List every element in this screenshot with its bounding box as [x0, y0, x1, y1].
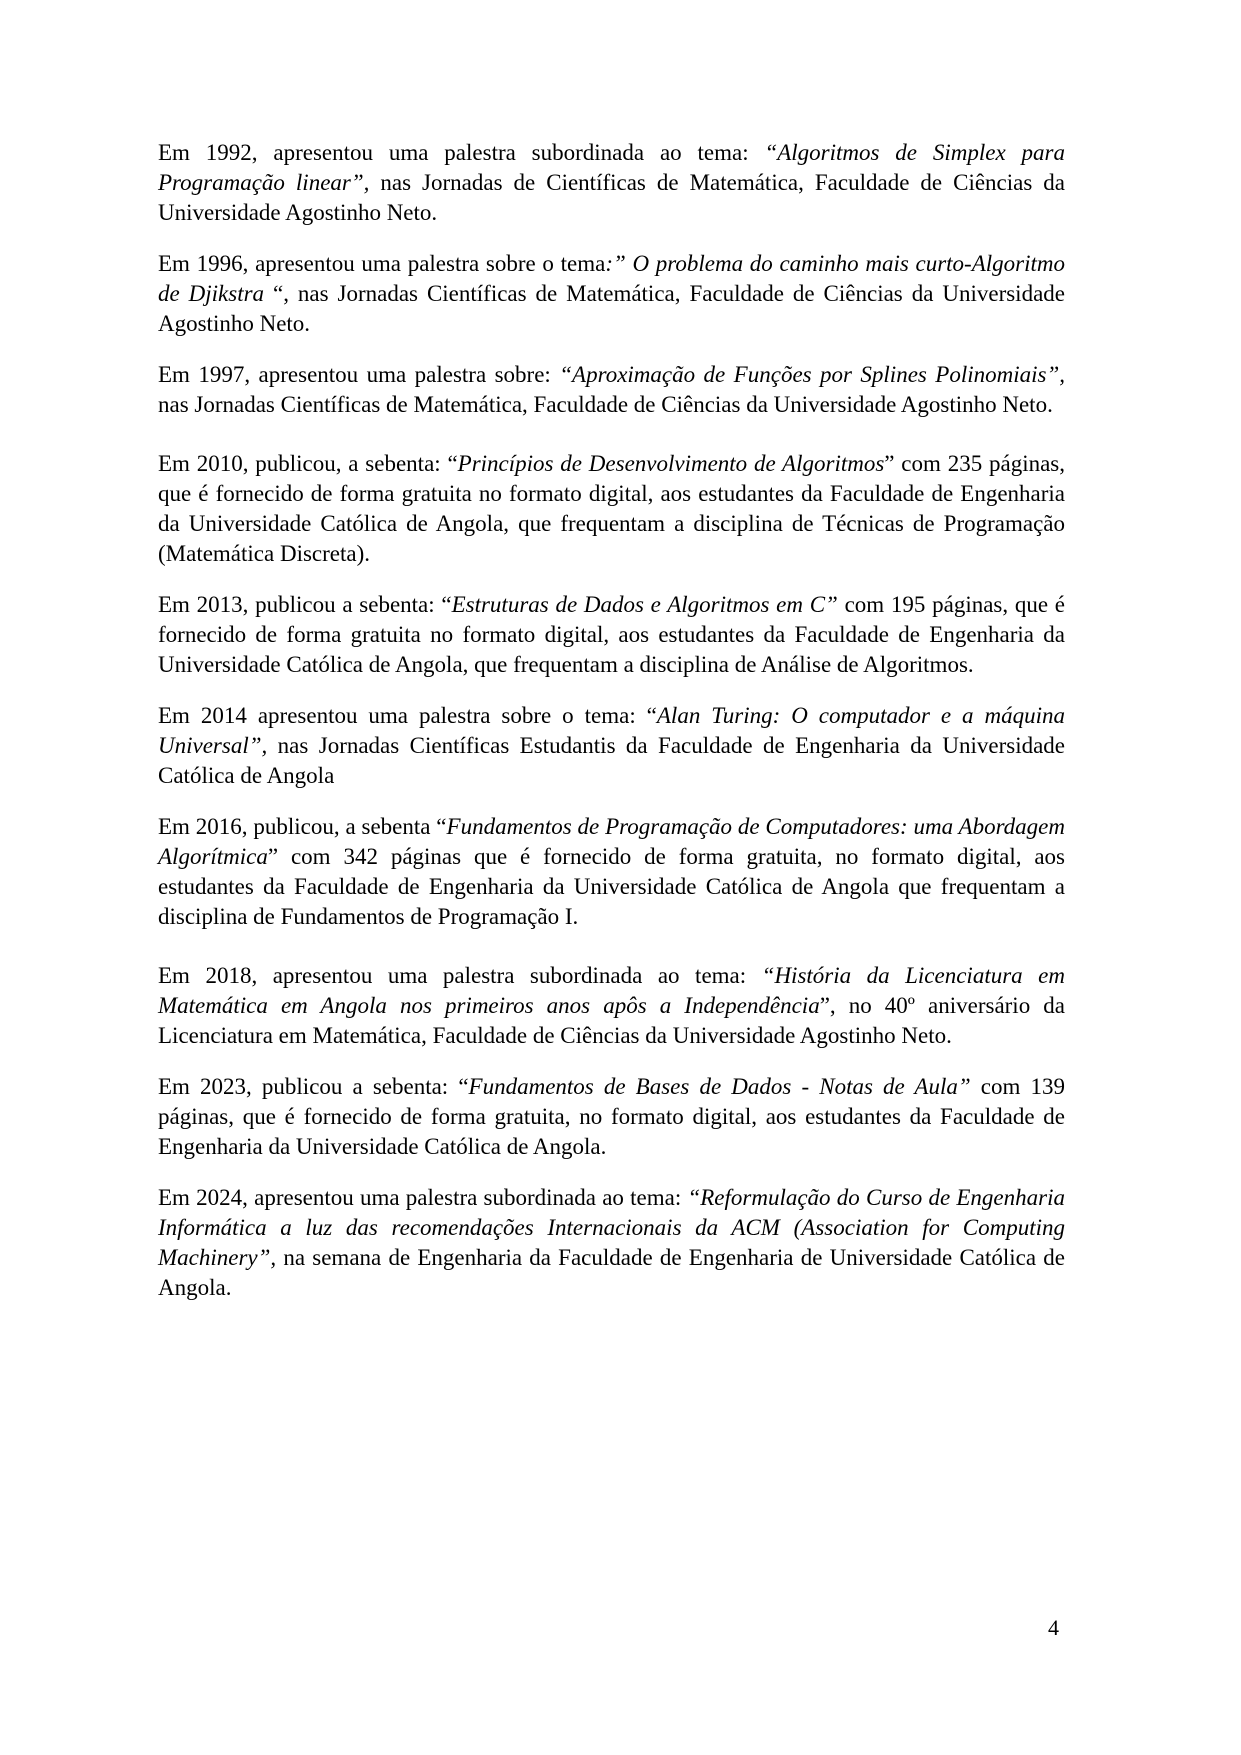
text-run: “, nas Jornadas Científicas de Matemática, Faculdade de Ciências da Universidade Agostinho Neto.: [158, 281, 1065, 336]
text-run: Em 2023, publicou a sebenta: “: [158, 1074, 469, 1099]
paragraph: [158, 812, 1065, 932]
italic-run: “História da Licenciatura em Matemática em Angola nos primeiros anos apôs a Independência: [158, 963, 1065, 1018]
text-run: Em 1997, apresentou uma palestra sobre:: [158, 362, 560, 387]
page-number: 4: [1048, 1615, 1059, 1640]
italic-run: Alan Turing: O computador e a máquina Universal”,: [158, 703, 1065, 758]
paragraph: [158, 360, 1065, 420]
text-run: Em 2024, apresentou uma palestra subordinada ao tema:: [158, 1185, 688, 1210]
text-run: com 139 páginas, que é fornecido de forma gratuita, no formato digital, aos estudantes da Faculdade de Engenharia da Universidade Católica de Angola.: [158, 1074, 1065, 1159]
italic-run: Princípios de Desenvolvimento de Algoritmos: [457, 451, 885, 476]
text-run: Em 1992, apresentou uma palestra subordinada ao tema:: [158, 140, 765, 165]
italic-run: “Reformulação do Curso de Engenharia Informática a luz das recomendações Internacionais da ACM (Association for Computing Machinery”,: [158, 1185, 1065, 1270]
italic-run: Fundamentos de Programação de Computadores: uma Abordagem Algorítmica: [158, 814, 1066, 869]
italic-run: “Aproximação de Funções por Splines Polinomiais”,: [559, 362, 1065, 387]
paragraph: [158, 449, 1065, 569]
paragraph: [158, 1072, 1065, 1162]
paragraph: [158, 138, 1065, 228]
paragraph: [158, 1183, 1065, 1303]
text-run: Em 1996, apresentou uma palestra sobre o tema: [158, 251, 606, 276]
text-run: na semana de Engenharia da Faculdade de Engenharia de Universidade Católica de Angola.: [158, 1245, 1065, 1300]
paragraph: [158, 249, 1065, 339]
text-run: Em 2013, publicou a sebenta: “: [158, 592, 452, 617]
text-run: nas Jornadas de Científicas de Matemática, Faculdade de Ciências da Universidade Agostinho Neto.: [158, 170, 1066, 225]
paragraph: [158, 961, 1065, 1051]
italic-run: Fundamentos de Bases de Dados - Notas de Aula”: [468, 1074, 971, 1099]
text-run: Em 2016, publicou, a sebenta “: [158, 814, 447, 839]
italic-run: “Algoritmos de Simplex para Programação linear”,: [158, 140, 1065, 195]
text-run: ” com 342 páginas que é fornecido de forma gratuita, no formato digital, aos estudantes da Faculdade de Engenharia da Universidade Católica de Angola que frequentam a disciplina de Fundamentos de Programação I.: [158, 844, 1065, 929]
text-run: Em 2010, publicou, a sebenta: “: [158, 451, 458, 476]
text-run: ” com 235 páginas, que é fornecido de forma gratuita no formato digital, aos estudantes da Faculdade de Engenharia da Universidade Católica de Angola, que frequentam a disciplina de Técnicas de Programação (Matemática Discreta).: [158, 451, 1065, 566]
italic-run: Estruturas de Dados e Algoritmos em C”: [451, 592, 838, 617]
text-run: nas Jornadas Científicas Estudantis da Faculdade de Engenharia da Universidade Católica de Angola: [158, 733, 1065, 788]
text-run: Em 2018, apresentou uma palestra subordinada ao tema:: [158, 963, 762, 988]
text-run: com 195 páginas, que é fornecido de forma gratuita no formato digital, aos estudantes da Faculdade de Engenharia da Universidade Católica de Angola, que frequentam a disciplina de Análise de Algoritmos.: [158, 592, 1065, 677]
italic-run: :” O problema do caminho mais curto-Algoritmo de Djikstra: [158, 251, 1065, 306]
paragraph: [158, 701, 1065, 791]
text-run: nas Jornadas Científicas de Matemática, Faculdade de Ciências da Universidade Agostinho Neto.: [158, 392, 1053, 417]
paragraph-list: [158, 138, 1065, 1324]
text-run: ”, no 40º aniversário da Licenciatura em Matemática, Faculdade de Ciências da Universidade Agostinho Neto.: [158, 993, 1065, 1048]
text-run: Em 2014 apresentou uma palestra sobre o tema: “: [158, 703, 657, 728]
paragraph: [158, 590, 1065, 680]
